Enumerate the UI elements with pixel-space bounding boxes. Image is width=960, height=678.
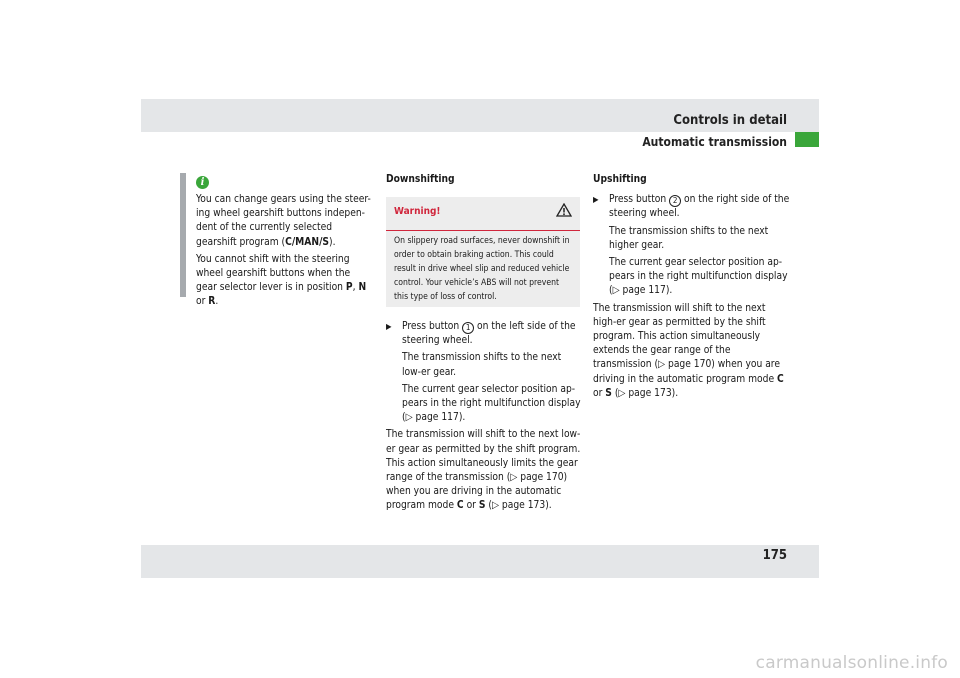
watermark: carmanualsonline.info [755,653,948,673]
downshift-step: ▶ Press button 1 on the left side of the steering wheel. [386,321,576,347]
upshift-result-2: The current gear selector position ap-pears in the right multifunction display (▷ page 117). [609,257,788,297]
info-paragraph-1: You can change gears using the steer-ing wheel gearshift buttons indepen-dent of the currently selected gearshift program (C/MAN/S). [196,194,371,248]
info-paragraph-2: You cannot shift with the steering wheel gearshift buttons when the gear selector lever is in position P, N or R. [196,253,367,308]
info-sidebar-bar [180,173,186,297]
downshift-summary: The transmission will shift to the next low-er gear as permitted by the shift program. This action simultaneously limits the gear range of the transmission (▷ page 170) when you are driving in the automatic program mode C or S (▷ page 173). [386,429,581,512]
upshift-result-1: The transmission shifts to the next higher gear. [609,225,769,251]
warning-triangle-icon [556,203,572,217]
button-number-badge: 2 [669,195,681,207]
chapter-title: Controls in detail [673,113,787,128]
upshift-step: ▶ Press button 2 on the right side of the steering wheel. [593,194,790,220]
downshifting-heading: Downshifting [386,174,455,185]
downshift-result-1: The transmission shifts to the next low-er gear. [402,352,562,378]
warning-title: Warning! [394,206,441,217]
button-number-badge: 1 [462,322,474,334]
info-note [196,193,371,313]
downshifting-section [386,173,582,190]
page-number: 175 [762,548,787,563]
section-marker [795,132,819,147]
warning-body: On slippery road surfaces, never downshift in order to obtain braking action. This could result in drive wheel slip and reduced vehicle control. Your vehicle’s ABS will not prevent this type of loss of control. [394,236,570,302]
footer-band [141,545,819,578]
upshifting-heading: Upshifting [593,174,647,185]
downshift-result-2: The current gear selector position ap-pears in the right multifunction display (▷ page 117). [402,383,581,424]
upshifting-section [593,173,791,404]
step-arrow-icon: ▶ [386,322,392,331]
upshift-summary: The transmission will shift to the next high-er gear as permitted by the shift program. This action simultaneously extends the gear range of the transmission (▷ page 170) when you are driving in the automatic program mode C or S (▷ page 173). [593,302,784,399]
warning-box [386,197,580,307]
step-arrow-icon: ▶ [593,195,599,205]
downshifting-steps [386,320,582,517]
info-icon: i [196,176,209,189]
warning-divider [386,230,580,231]
section-title: Automatic transmission [642,135,787,149]
